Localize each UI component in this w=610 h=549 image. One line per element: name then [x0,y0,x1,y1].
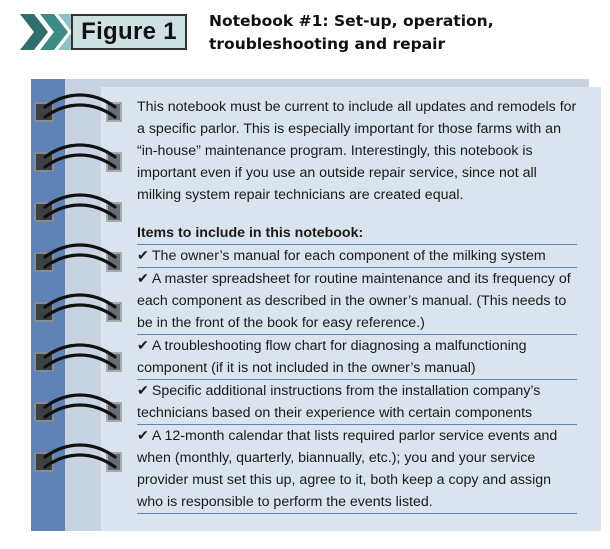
figure-header [0,0,610,70]
spiral-binding [31,79,151,531]
notebook-illustration [31,79,589,531]
check-icon: ✔ [137,383,149,399]
list-item [137,380,577,425]
figure-label-text: Figure 1 [81,18,177,45]
binding-ring [35,395,121,421]
check-icon: ✔ [137,271,149,287]
binding-ring [35,145,121,171]
figure-title [209,10,509,56]
notebook-content [137,96,577,514]
figure-title-line1: Notebook #1: Set-up, operation, [209,12,494,30]
binding-ring [35,445,121,471]
check-icon: ✔ [137,428,149,444]
items-list [137,245,577,514]
items-heading: Items to include in this notebook: [137,222,577,245]
intro-paragraph: This notebook must be current to include all updates and remodels for a specific parlor. This is especially important for those farms with an “in-house” maintenance program. Interestingly, this notebook is important even if you use an outside repair service, since not all milking system repair technicians are created equal. [137,99,577,203]
list-item [137,335,577,380]
list-item [137,425,577,514]
list-item-text: A troubleshooting flow chart for diagnosing a malfunctioning component (if it is not included in the owner’s manual) [137,338,527,376]
binding-ring [35,195,121,221]
list-item-text: Specific additional instructions from the installation company’s technicians based on their experience with certain components [137,383,541,421]
list-item-text: A master spreadsheet for routine maintenance and its frequency of each component as described in the owner’s manual. (This needs to be in the front of the book for easy reference.) [137,271,571,331]
figure-label [71,14,187,50]
binding-ring [35,95,121,121]
check-icon: ✔ [137,338,149,354]
figure-title-line2: troubleshooting and repair [209,35,446,53]
binding-ring [35,245,121,271]
binding-ring [35,345,121,371]
list-item-text: The owner’s manual for each component of the milking system [151,248,546,264]
binding-ring [35,295,121,321]
list-item [137,268,577,335]
list-item [137,245,577,268]
check-icon: ✔ [137,248,149,264]
list-item-text: A 12-month calendar that lists required parlor service events and when (monthly, quarterly, biannually, etc.); you and your service provider must set this up, agree to it, both keep a copy and assign who is responsible to perform the events listed. [137,428,558,510]
